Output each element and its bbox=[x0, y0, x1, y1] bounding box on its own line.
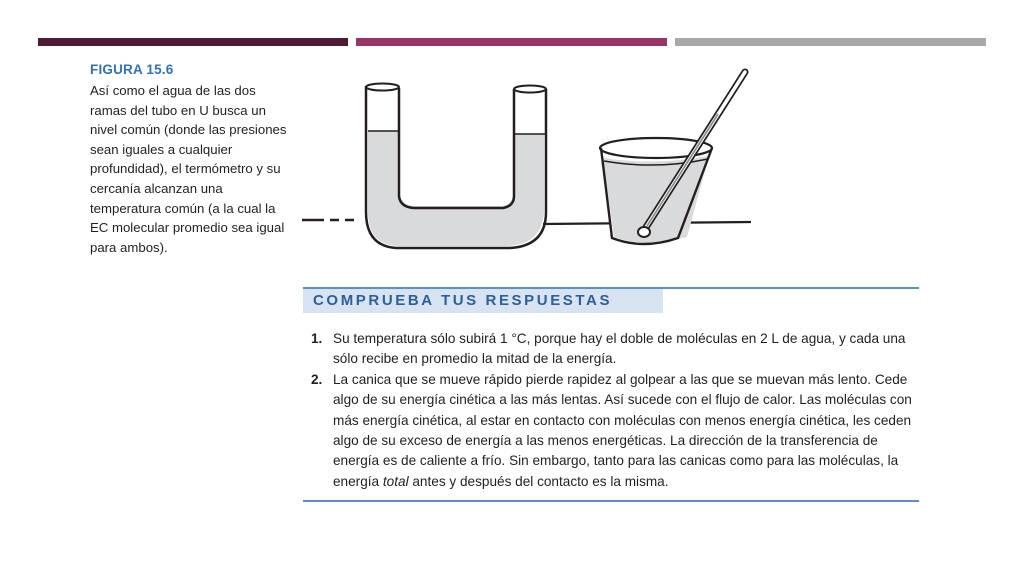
decor-bar-dark bbox=[38, 38, 348, 46]
answer-emphasis: total bbox=[382, 473, 409, 489]
figure-caption-block bbox=[90, 62, 290, 257]
answer-text: La canica que se mueve rápido pierde rapidez al golpear a las que se muevan más lento. Cede algo de su energía cinética a las más lentas. Así sucede con el flujo de calor. Las moléculas con más energía cinética, al estar en contacto con moléculas con menos energía cinética, les ceden algo de su exceso de energía a las menos energéticas. La dirección de la transferencia de energía es de caliente a frío. Sin embargo, tanto para las canicas como para las moléculas, la energía bbox=[333, 371, 912, 489]
answer-text-end: antes y después del contacto es la misma. bbox=[408, 473, 669, 489]
answer-text: Su temperatura sólo subirá 1 °C, porque hay el doble de moléculas en 2 L de agua, y cada una sólo recibe en promedio la mitad de la energía. bbox=[333, 331, 906, 367]
answer-item-1 bbox=[303, 329, 919, 370]
answers-header bbox=[303, 287, 919, 315]
decor-bar-gray bbox=[675, 38, 986, 46]
answers-list bbox=[303, 329, 919, 492]
answer-number: 2. bbox=[311, 371, 323, 387]
figure-title: FIGURA 15.6 bbox=[90, 62, 174, 77]
check-answers-box bbox=[303, 287, 919, 502]
answers-bottom-rule bbox=[303, 500, 919, 502]
figure-caption: Así como el agua de las dos ramas del tubo en U busca un nivel común (donde las presiones sean iguales a cualquier profundidad), el termómetro y su cercanía alcanzan una temperatura común (a la cual la EC molecular promedio sea igual para ambos). bbox=[90, 83, 287, 255]
answer-item-2 bbox=[303, 370, 919, 492]
answers-title: COMPRUEBA TUS RESPUESTAS bbox=[313, 292, 613, 309]
decor-bar-magenta bbox=[356, 38, 667, 46]
answer-number: 1. bbox=[311, 331, 323, 346]
figure-illustration bbox=[298, 62, 758, 257]
u-tube bbox=[366, 84, 546, 249]
